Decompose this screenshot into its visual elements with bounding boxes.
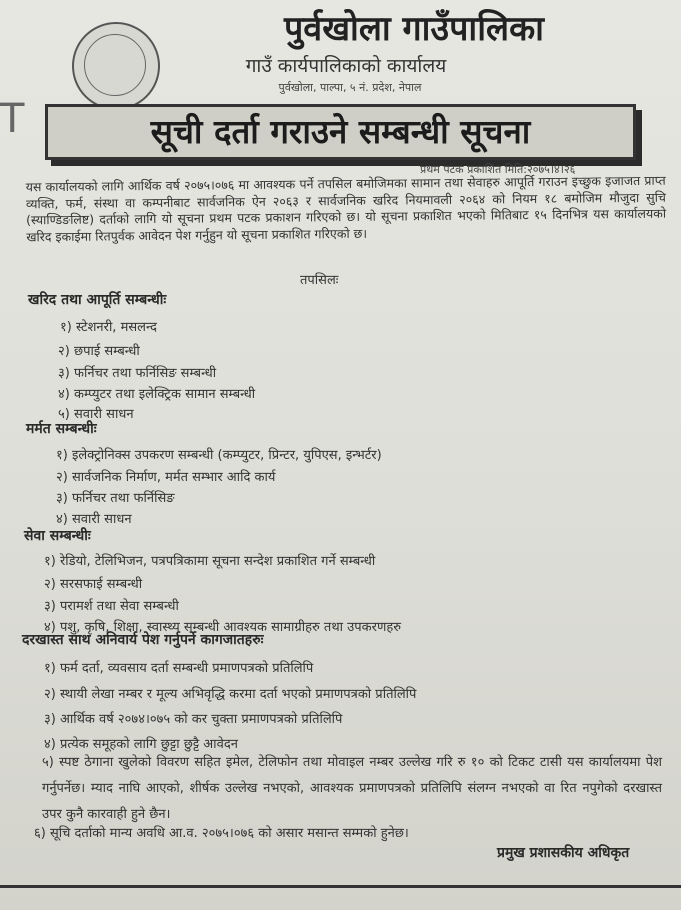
list-item: १) इलेक्ट्रोनिक्स उपकरण सम्बन्धी (कम्प्युटर, प्रिन्टर, युपिएस, इन्भर्टर) bbox=[56, 448, 382, 463]
section-title-procurement: खरिद तथा आपूर्ति सम्बन्धीः bbox=[28, 292, 167, 308]
list-item: २) सरसफाई सम्बन्धी bbox=[44, 577, 143, 592]
list-item: ३) फर्निचर तथा फर्निसिङ सम्बन्धी bbox=[58, 366, 217, 381]
municipality-name: पुर्वखोला गाउँपालिका bbox=[283, 9, 544, 49]
list-item: ३) फर्निचर तथा फर्निसिङ bbox=[56, 491, 175, 506]
notice-title: सूची दर्ता गराउने सम्बन्धी सूचना bbox=[150, 112, 531, 151]
list-item: १) स्टेशनरी, मसलन्द bbox=[60, 320, 157, 335]
office-address: पुर्वखोला, पाल्पा, ५ नं. प्रदेश, नेपाल bbox=[278, 81, 422, 94]
list-item: २) छपाई सम्बन्धी bbox=[58, 344, 140, 359]
section-title-services: सेवा सम्बन्धीः bbox=[24, 528, 91, 544]
signatory-title: प्रमुख प्रशासकीय अधिकृत bbox=[497, 845, 630, 861]
list-item: ४) प्रत्येक समूहको लागि छुट्टा छुट्टै आवेदन bbox=[44, 737, 238, 752]
list-item: २) सार्वजनिक निर्माण, मर्मत सम्भार आदि कार्य bbox=[56, 470, 276, 485]
list-item: ५) स्पष्ट ठेगाना खुलेको विवरण सहित इमेल, टेलिफोन तथा मोवाइल नम्बर उल्लेख गरि रु १० को टिकट टासी यस कार्यालयमा पेश गर्नुपर्नेछ। म्याद नाघि आएको, शीर्षक उल्लेख नभएको, आवश्यक प्रमाणपत्रको प्रतिलिपि संलग्न नभएको वा रित नपुगेको दरखास्त उपर कुनै कारवाही हुने छैन। bbox=[42, 755, 662, 822]
first-publish-date: प्रथम पटक प्रकाशित मिति:२०७५।४।२६ bbox=[420, 163, 576, 176]
municipality-seal-icon bbox=[72, 22, 160, 110]
office-name: गाउँ कार्यपालिकाको कार्यालय bbox=[245, 55, 447, 77]
list-item: ५) सवारी साधन bbox=[58, 407, 134, 422]
notice-title-banner bbox=[45, 104, 636, 160]
list-item: २) स्थायी लेखा नम्बर र मूल्य अभिवृद्धि करमा दर्ता भएको प्रमाणपत्रको प्रतिलिपि bbox=[44, 687, 417, 702]
list-item: १) रेडियो, टेलिभिजन, पत्रपत्रिकामा सूचना सन्देश प्रकाशित गर्ने सम्बन्धी bbox=[44, 554, 376, 569]
list-item: ४) कम्प्युटर तथा इलेक्ट्रिक सामान सम्बन्धी bbox=[58, 387, 256, 402]
list-item: १) फर्म दर्ता, व्यवसाय दर्ता सम्बन्धी प्रमाणपत्रको प्रतिलिपि bbox=[44, 661, 314, 676]
bottom-rule bbox=[0, 885, 681, 888]
intro-paragraph: यस कार्यालयको लागि आर्थिक वर्ष २०७५।०७६ मा आवश्यक पर्ने तपसिल बमोजिमका सामान तथा सेवाहरु आपूर्ति गराउन इच्छुक इजाजत प्राप्त व्यक्ति, फर्म, संस्था वा कम्पनीबाट सार्वजनिक ऐन २०६३ र सार्वजनिक खरिद नियमावली २०६४ को नियम १८ बमोजिम मौजुदा सुचि (स्याण्डिङलिष्ट) दर्ताको लागि यो सूचना प्रथम पटक प्रकाशन गरिएको छ। यो सूचना प्रकाशित भएको मितिबाट १५ दिनभित्र यस कार्यालयको खरिद इकाईमा रितपुर्वक आवेदन पेश गर्नुहुन यो सूचना प्रकाशित गरिएको छ। bbox=[25, 172, 667, 244]
adjacent-page-fragment: T bbox=[0, 96, 25, 142]
details-label: तपसिलः bbox=[300, 273, 339, 288]
list-item: ६) सूचि दर्ताको मान्य अवधि आ.व. २०७५।०७६ को असार मसान्त सम्मको हुनेछ। bbox=[34, 826, 409, 841]
section-title-required-documents: दरखास्त साथ अनिवार्य पेश गर्नुपर्ने कागजातहरुः bbox=[22, 632, 264, 648]
list-item: ३) परामर्श तथा सेवा सम्बन्धी bbox=[44, 599, 179, 614]
list-item: ३) आर्थिक वर्ष २०७४।०७५ को कर चुक्ता प्रमाणपत्रको प्रतिलिपि bbox=[44, 712, 343, 727]
list-item: ४) सवारी साधन bbox=[56, 512, 132, 527]
list-item: ४) पशु, कृषि, शिक्षा, स्वास्थ्य सम्बन्धी आवश्यक सामाग्रीहरु तथा उपकरणहरु bbox=[44, 620, 402, 635]
seal-inner-ring bbox=[84, 34, 146, 96]
section-title-repair: मर्मत सम्बन्धीः bbox=[26, 421, 97, 437]
